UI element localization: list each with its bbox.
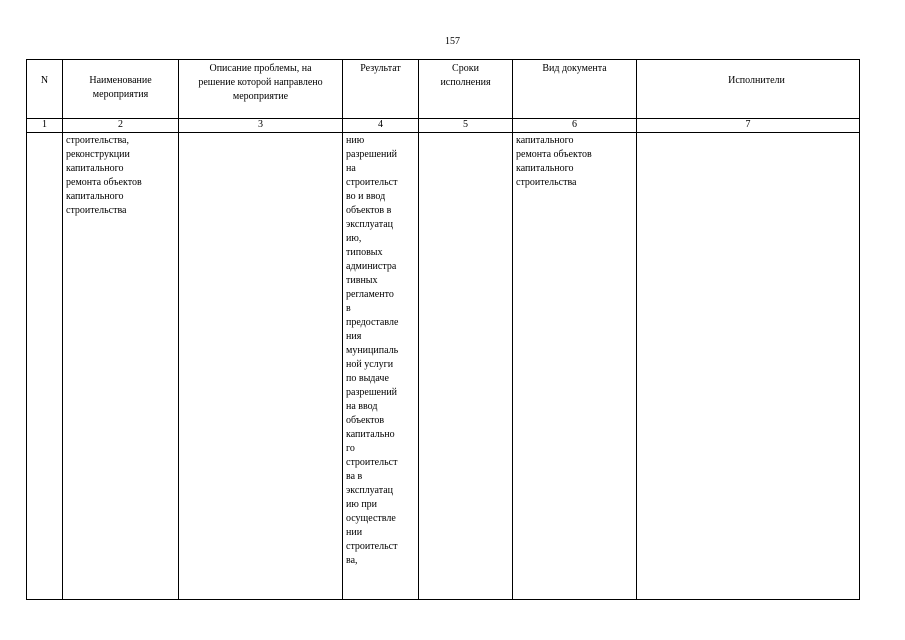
cell-document-type: капитального ремонта объектов капитального строительства — [513, 133, 637, 600]
column-numbers-row — [27, 119, 860, 133]
header-deadline: Сроки исполнения — [419, 60, 513, 119]
header-n: N — [27, 60, 63, 119]
header-name: Наименование мероприятия — [63, 60, 179, 119]
column-number: 7 — [637, 119, 860, 133]
column-number: 1 — [27, 119, 63, 133]
cell-name: строительства, реконструкции капитального ремонта объектов капитального строительства — [63, 133, 179, 600]
measures-table — [26, 59, 860, 600]
column-number: 3 — [179, 119, 343, 133]
header-result: Результат — [343, 60, 419, 119]
table-row — [27, 133, 860, 600]
cell-deadline — [419, 133, 513, 600]
column-number: 2 — [63, 119, 179, 133]
column-number: 5 — [419, 119, 513, 133]
page-number: 157 — [445, 36, 460, 47]
cell-result: нию разрешений на строительст во и ввод объектов в эксплуатац ию, типовых администра тивных регламенто в предоставле ния муниципаль ной услуги по выдаче разрешений на ввод объектов капитально го строительст ва в эксплуатац ию при осуществле нии строительст ва, — [343, 133, 419, 600]
cell-problem — [179, 133, 343, 600]
column-number: 6 — [513, 119, 637, 133]
cell-executors — [637, 133, 860, 600]
column-number: 4 — [343, 119, 419, 133]
header-row — [27, 60, 860, 119]
header-executors: Исполнители — [637, 60, 860, 119]
cell-n — [27, 133, 63, 600]
header-problem: Описание проблемы, на решение которой направлено мероприятие — [179, 60, 343, 119]
header-document-type: Вид документа — [513, 60, 637, 119]
